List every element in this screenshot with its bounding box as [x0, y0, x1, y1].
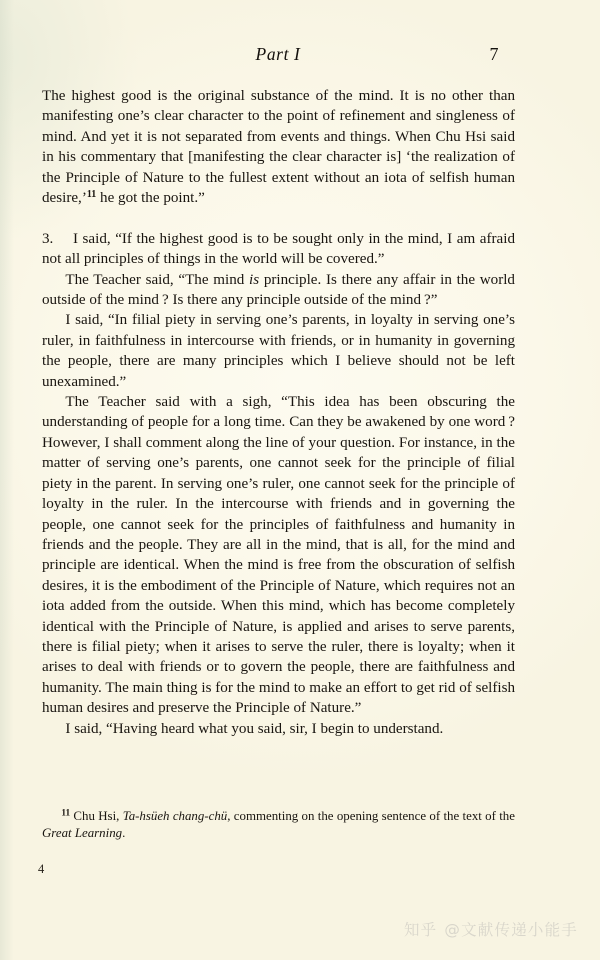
text-run: I said, “In filial piety in serving one’s parents, in loyalty in serving one’s ruler, in faithfulness in intercourse with friends, or in humanity in governing the people, there are many principles which I believe should not be left unexamined.” — [42, 312, 515, 390]
section-number: 3. — [42, 230, 54, 247]
text-run: The highest good is the original substance of the mind. It is no other than manifesting one’s clear character to the point of refinement and singleness of mind. And yet it is not separated from events and things. When Chu Hsi said in his commentary that [manifesting the clear character is] ‘the realization of the Principle of Nature to the fullest extent without an iota of selfish human desire,’ — [42, 88, 515, 207]
footnote-reference: 11 — [86, 188, 97, 200]
text-run: , commenting on the opening sentence of the text of the — [227, 809, 515, 823]
paragraph-having-heard — [42, 719, 515, 739]
running-head: Part I — [255, 44, 301, 64]
footnote-11 — [42, 808, 515, 843]
italic-text: is — [249, 271, 260, 288]
text-run: he got the point.” — [96, 190, 205, 207]
text-run: Chu Hsi, — [70, 809, 123, 823]
paragraph-teacher-mind-is-principle — [42, 270, 515, 311]
scan-edge-shadow — [0, 0, 14, 960]
text-run: The Teacher said, “The mind — [65, 271, 250, 288]
text-run: The Teacher said with a sigh, “This idea has been obscuring the understanding of people for a long time. Can they be awakened by one word ? However, I shall comment along the line of your question. For instance, in the matter of serving one’s parents, one cannot seek for the principle of filial piety in the parent. In serving one’s ruler, one cannot seek for the principle of loyalty in the ruler. In the intercourse with friends and in governing the people, one cannot seek for the principles of faithfulness and humanity in friends and the people. They are all in the mind, that is all, for the mind and principle are identical. When the mind is free from the obscuration of selfish desires, it is the embodiment of the Principle of Nature, which requires not an iota added from the outside. When this mind, which has become completely identical with the Principle of Nature, is applied and arises to serve parents, there is filial piety; when it arises to serve the ruler, there is loyalty; when it arises to deal with friends or to govern the people, there are faithfulness and humanity. The main thing is for the mind to make an effort to get rid of selfish human desires and preserve the Principle of Nature.” — [42, 394, 515, 717]
italic-text: Ta-hsüeh chang-chü — [122, 809, 228, 823]
footnote-marker: 11 — [61, 808, 71, 819]
paragraph-section-3 — [42, 229, 515, 270]
watermark-logo: 知乎 — [403, 921, 438, 939]
footnote-block — [42, 808, 515, 843]
text-run: I said, “If the highest good is to be sought only in the mind, I am afraid not all principles of things in the world will be covered.” — [42, 230, 515, 268]
signature-mark: 4 — [38, 862, 45, 876]
italic-text: Great Learning — [42, 826, 123, 841]
text-run: . — [122, 826, 126, 841]
paragraph-highest-good — [42, 86, 515, 208]
body-text-column — [42, 86, 515, 739]
text-run: principle. Is there any affair in the world outside of the mind ? Is there any principle outside of the mind ?” — [42, 271, 515, 309]
text-run: I said, “Having heard what you said, sir, I begin to understand. — [65, 720, 444, 737]
watermark-handle: @文献传递小能手 — [444, 921, 578, 939]
watermark — [404, 918, 578, 940]
paragraph-teacher-sigh — [42, 392, 515, 719]
paragraph-filial-piety — [42, 310, 515, 392]
page-number: 7 — [489, 44, 499, 64]
